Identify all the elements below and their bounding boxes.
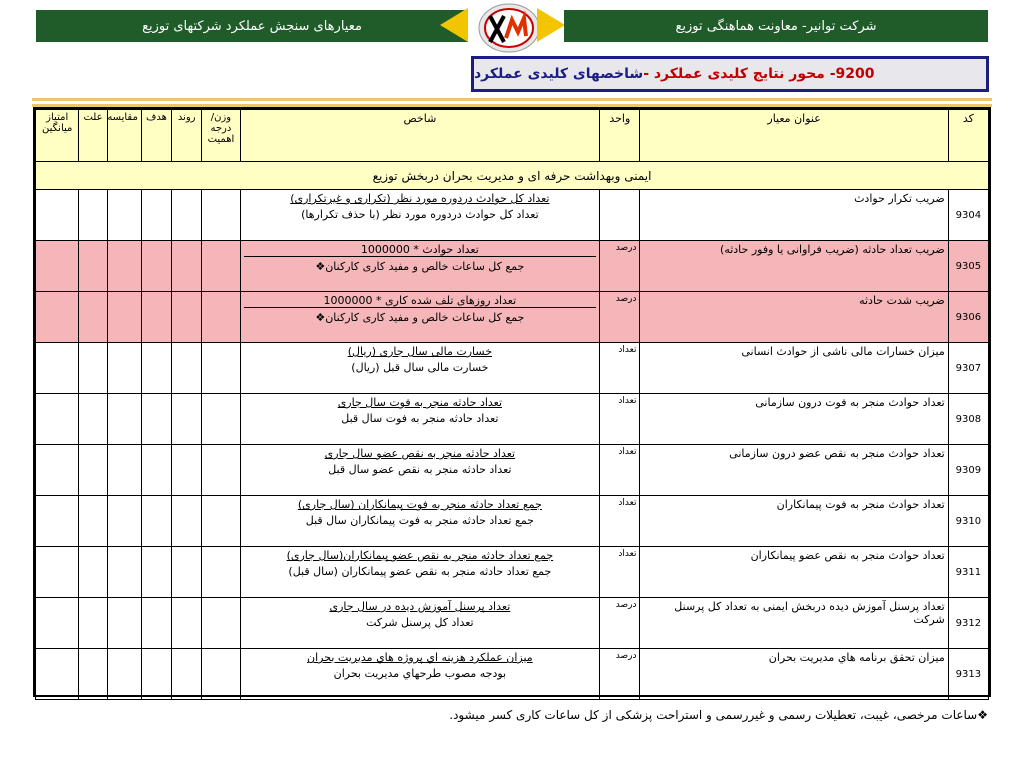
cause-cell: [79, 598, 107, 649]
trend-cell: [172, 241, 202, 292]
col-header-score: امتیاز میانگین: [36, 110, 79, 162]
tavanir-logo-icon: [476, 2, 542, 54]
header-left-title: معیارهای سنجش عملکرد شرکتهای توزیع: [142, 18, 362, 34]
score-cell: [36, 241, 79, 292]
header-left-bar: [36, 10, 468, 42]
target-cell: [141, 649, 171, 700]
kpi-table-wrapper: [33, 107, 991, 697]
indicator-denominator: تعداد حادثه منجر به فوت سال قبل: [341, 412, 499, 425]
weight-cell: [202, 394, 240, 445]
score-cell: [36, 190, 79, 241]
row-code: 9305: [948, 241, 988, 292]
indicator-denominator: جمع کل ساعات خالص و مفید کاری کارکنان❖: [315, 311, 525, 324]
table-row: [36, 649, 989, 700]
trend-cell: [172, 292, 202, 343]
arrow-right-icon: [537, 8, 565, 42]
row-code: 9308: [948, 394, 988, 445]
table-row: [36, 445, 989, 496]
page-title: [471, 56, 989, 92]
table-row: [36, 547, 989, 598]
table-row: [36, 598, 989, 649]
score-cell: [36, 598, 79, 649]
indicator-numerator: جمع تعداد حادثه منجر به فوت پیمانکاران (سال جاری): [297, 498, 542, 511]
col-header-unit: واحد: [600, 110, 640, 162]
score-cell: [36, 292, 79, 343]
arrow-left-icon: [440, 8, 468, 42]
target-cell: [141, 343, 171, 394]
target-cell: [141, 598, 171, 649]
row-unit: درصد: [600, 241, 640, 292]
indicator-numerator: تعداد پرسنل آموزش دیده در سال جاری: [329, 600, 511, 613]
weight-cell: [202, 292, 240, 343]
row-unit: [600, 190, 640, 241]
trend-cell: [172, 649, 202, 700]
indicator-numerator: تعداد روزهای تلف شده کاری * 1000000: [244, 294, 597, 308]
row-indicator: [240, 598, 600, 649]
row-code: 9304: [948, 190, 988, 241]
row-indicator: [240, 547, 600, 598]
trend-cell: [172, 598, 202, 649]
section-title: ایمنی وبهداشت حرفه ای و مدیریت بحران دربخش توزیع: [36, 162, 989, 190]
row-title: تعداد حوادث منجر به نقص عضو درون سازمانی: [640, 445, 948, 496]
row-code: 9312: [948, 598, 988, 649]
col-header-code: کد: [948, 110, 988, 162]
target-cell: [141, 394, 171, 445]
indicator-denominator: خسارت مالی سال قبل (ریال): [351, 361, 489, 374]
indicator-denominator: جمع تعداد حادثه منجر به فوت پیمانکاران سال قبل: [305, 514, 534, 527]
header-right-title: شرکت توانیر- معاونت هماهنگی توزیع: [675, 18, 877, 34]
row-title: میزان خسارات مالی ناشی از حوادث انسانی: [640, 343, 948, 394]
row-unit: درصد: [600, 598, 640, 649]
row-indicator: [240, 445, 600, 496]
compare-cell: [107, 445, 141, 496]
row-unit: تعداد: [600, 547, 640, 598]
compare-cell: [107, 649, 141, 700]
score-cell: [36, 343, 79, 394]
col-header-weight: وزن/ درجه اهمیت: [202, 110, 240, 162]
row-code: 9309: [948, 445, 988, 496]
compare-cell: [107, 394, 141, 445]
table-row: [36, 292, 989, 343]
cause-cell: [79, 292, 107, 343]
weight-cell: [202, 241, 240, 292]
target-cell: [141, 190, 171, 241]
row-unit: درصد: [600, 649, 640, 700]
row-unit: تعداد: [600, 445, 640, 496]
target-cell: [141, 445, 171, 496]
target-cell: [141, 241, 171, 292]
row-title: تعداد پرسنل آموزش دیده دربخش ایمنی به تعداد کل پرسنل شرکت: [640, 598, 948, 649]
indicator-numerator: ميزان عملکرد هزينه اي پروژه هاي مديريت بحران: [307, 651, 533, 664]
compare-cell: [107, 598, 141, 649]
indicator-numerator: تعداد کل حوادث دردوره مورد نظر (تکراری و غیرتکراری): [290, 192, 550, 205]
row-title: تعداد حوادث منجر به نقص عضو پیمانکاران: [640, 547, 948, 598]
score-cell: [36, 394, 79, 445]
col-header-cause: علت: [79, 110, 107, 162]
indicator-numerator: تعداد حادثه منجر به فوت سال جاری: [337, 396, 503, 409]
col-header-title: عنوان معیار: [640, 110, 948, 162]
kpi-table: [35, 109, 989, 700]
header-right-bar: [564, 10, 988, 42]
weight-cell: [202, 343, 240, 394]
trend-cell: [172, 445, 202, 496]
target-cell: [141, 547, 171, 598]
compare-cell: [107, 241, 141, 292]
table-row: [36, 496, 989, 547]
trend-cell: [172, 343, 202, 394]
row-title: ضریب شدت حادثه: [640, 292, 948, 343]
target-cell: [141, 496, 171, 547]
col-header-target: هدف: [141, 110, 171, 162]
footnote: ❖ساعات مرخصی، غیبت، تعطیلات رسمی و غیررسمی و استراحت پزشکی از کل ساعات کاری کسر میشود.: [449, 708, 988, 722]
trend-cell: [172, 496, 202, 547]
row-code: 9306: [948, 292, 988, 343]
weight-cell: [202, 496, 240, 547]
compare-cell: [107, 547, 141, 598]
indicator-numerator: جمع تعداد حادثه منجر به نقص عضو پیمانکاران(سال جاری): [286, 549, 554, 562]
cause-cell: [79, 445, 107, 496]
compare-cell: [107, 343, 141, 394]
row-code: 9313: [948, 649, 988, 700]
indicator-numerator: تعداد حوادث * 1000000: [244, 243, 597, 257]
compare-cell: [107, 292, 141, 343]
row-indicator: [240, 394, 600, 445]
table-row: [36, 190, 989, 241]
row-unit: تعداد: [600, 496, 640, 547]
page-title-part1: 9200- محور نتایج کلیدی عملکرد -: [643, 66, 875, 82]
row-indicator: [240, 241, 600, 292]
row-title: تعداد حوادث منجر به فوت درون سازمانی: [640, 394, 948, 445]
cause-cell: [79, 496, 107, 547]
indicator-denominator: جمع تعداد حادثه منجر به نقص عضو پیمانکاران (سال قبل): [288, 565, 552, 578]
table-row: [36, 394, 989, 445]
row-unit: درصد: [600, 292, 640, 343]
indicator-denominator: تعداد حادثه منجر به نقص عضو سال قبل: [328, 463, 512, 476]
row-title: ضریب تکرار حوادث: [640, 190, 948, 241]
weight-cell: [202, 445, 240, 496]
indicator-denominator: بودجه مصوب طرحهاي مديريت بحران: [333, 667, 507, 680]
table-row: [36, 343, 989, 394]
row-title: ضریب تعداد حادثه (ضریب فراوانی یا وفور حادثه): [640, 241, 948, 292]
trend-cell: [172, 547, 202, 598]
weight-cell: [202, 598, 240, 649]
row-code: 9307: [948, 343, 988, 394]
col-header-trend: روند: [172, 110, 202, 162]
row-unit: تعداد: [600, 394, 640, 445]
col-header-indicator: شاخص: [240, 110, 600, 162]
row-indicator: [240, 496, 600, 547]
score-cell: [36, 649, 79, 700]
cause-cell: [79, 190, 107, 241]
row-indicator: [240, 649, 600, 700]
indicator-numerator: تعداد حادثه منجر به نقص عضو سال جاری: [324, 447, 516, 460]
indicator-denominator: تعداد کل پرسنل شرکت: [366, 616, 474, 629]
row-indicator: [240, 292, 600, 343]
weight-cell: [202, 649, 240, 700]
score-cell: [36, 445, 79, 496]
cause-cell: [79, 547, 107, 598]
trend-cell: [172, 394, 202, 445]
weight-cell: [202, 190, 240, 241]
indicator-denominator: جمع کل ساعات خالص و مفید کاری کارکنان❖: [315, 260, 525, 273]
compare-cell: [107, 496, 141, 547]
cause-cell: [79, 241, 107, 292]
row-code: 9311: [948, 547, 988, 598]
row-title: تعداد حوادث منجر به فوت پیمانکاران: [640, 496, 948, 547]
cause-cell: [79, 649, 107, 700]
divider-line: [32, 98, 992, 101]
page-title-part2: شاخصهای کلیدی عملکرد: [474, 66, 644, 82]
table-row: [36, 241, 989, 292]
score-cell: [36, 496, 79, 547]
row-indicator: [240, 343, 600, 394]
cause-cell: [79, 394, 107, 445]
indicator-numerator: خسارت مالی سال جاری (ریال): [347, 345, 493, 358]
trend-cell: [172, 190, 202, 241]
indicator-denominator: تعداد کل حوادث دردوره مورد نظر (با حذف تکرارها): [301, 208, 539, 221]
row-unit: تعداد: [600, 343, 640, 394]
target-cell: [141, 292, 171, 343]
compare-cell: [107, 190, 141, 241]
score-cell: [36, 547, 79, 598]
weight-cell: [202, 547, 240, 598]
row-code: 9310: [948, 496, 988, 547]
row-indicator: [240, 190, 600, 241]
cause-cell: [79, 343, 107, 394]
col-header-compare: مقایسه: [107, 110, 141, 162]
row-title: میزان تحقق برنامه هاي مديريت بحران: [640, 649, 948, 700]
